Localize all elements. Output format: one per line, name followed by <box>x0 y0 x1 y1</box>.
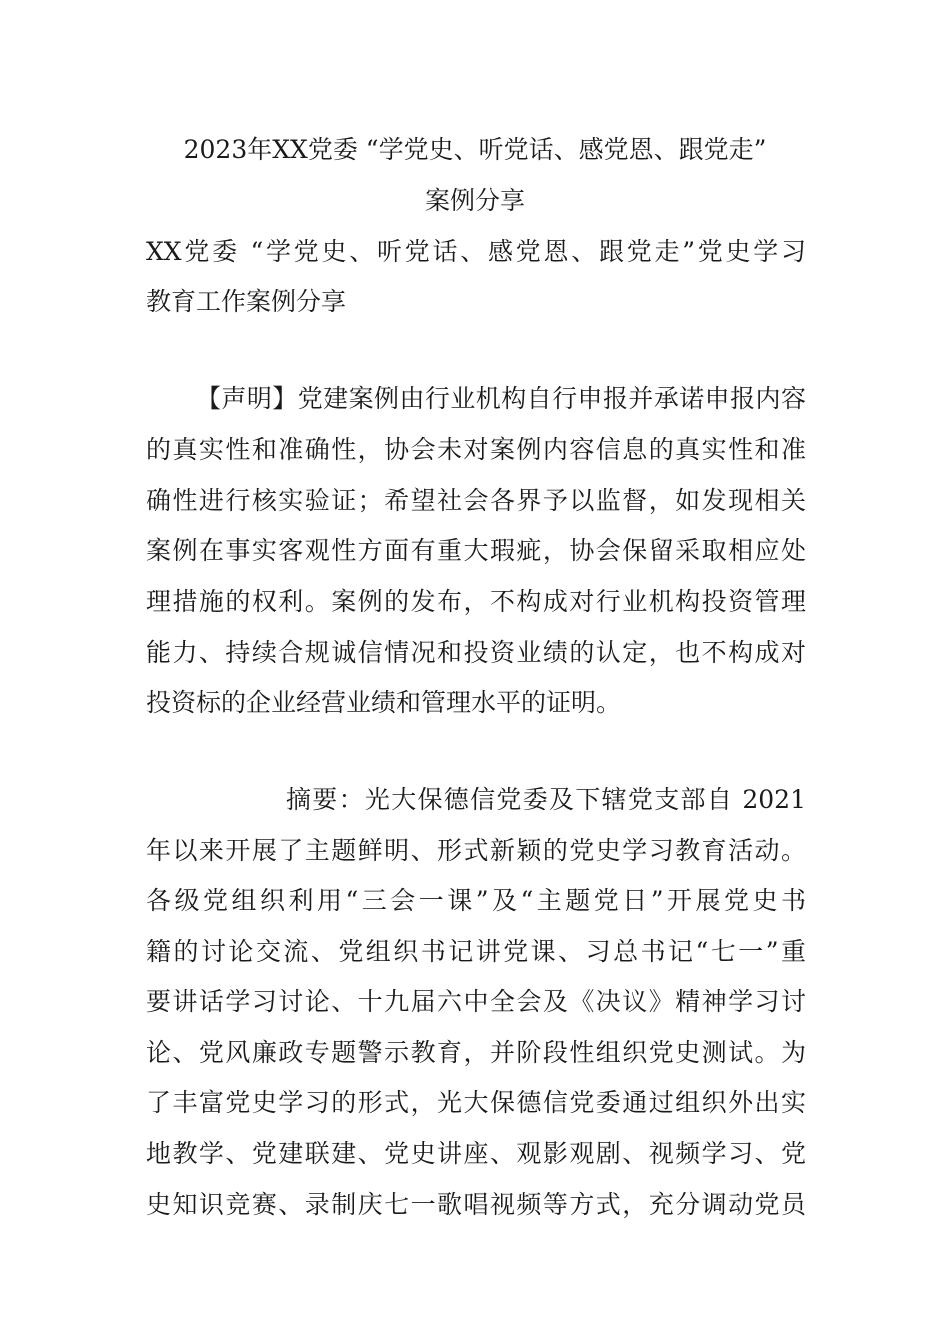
abstract-line-2: 年以来开展了主题鲜明、形式新颖的党史学习教育活动。 <box>146 836 806 865</box>
statement-line-6: 能力、持续合规诚信情况和投资业绩的认定，也不构成对 <box>146 638 806 667</box>
statement-line-4: 案例在事实客观性方面有重大瑕疵，协会保留采取相应处 <box>146 536 806 565</box>
statement-line-1: 【声明】党建案例由行业机构自行申报并承诺申报内容 <box>196 384 806 413</box>
statement-line-5: 理措施的权利。案例的发布，不构成对行业机构投资管理 <box>146 587 806 616</box>
document-title-line-2: 案例分享 <box>424 186 525 215</box>
abstract-line-7: 了丰富党史学习的形式，光大保德信党委通过组织外出实 <box>146 1088 806 1117</box>
abstract-line-9: 史知识竞赛、录制庆七一歌唱视频等方式，充分调动党员 <box>146 1190 806 1219</box>
abstract-line-8: 地教学、党建联建、党史讲座、观影观剧、视频学习、党 <box>146 1139 806 1168</box>
document-title-line-1: 2023年XX党委 “学党史、听党话、感党恩、跟党走” <box>183 135 767 164</box>
abstract-line-3: 各级党组织利用“三会一课”及“主题党日”开展党史书 <box>146 886 806 915</box>
statement-line-7: 投资标的企业经营业绩和管理水平的证明。 <box>146 688 622 717</box>
abstract-line-5: 要讲话学习讨论、十九届六中全会及《决议》精神学习讨 <box>146 987 806 1016</box>
abstract-line-1: 摘要：光大保德信党委及下辖党支部自 2021 <box>286 785 806 814</box>
subtitle-line-1: XX党委 “学党史、听党话、感党恩、跟党走”党史学习 <box>146 237 806 266</box>
abstract-line-4: 籍的讨论交流、党组织书记讲党课、习总书记“七一”重 <box>146 937 806 966</box>
abstract-line-6: 论、党风廉政专题警示教育，并阶段性组织党史测试。为 <box>146 1038 806 1067</box>
statement-line-3: 确性进行核实验证；希望社会各界予以监督，如发现相关 <box>146 486 806 515</box>
subtitle-line-2: 教育工作案例分享 <box>146 287 347 316</box>
statement-line-2: 的真实性和准确性，协会未对案例内容信息的真实性和准 <box>146 435 806 464</box>
